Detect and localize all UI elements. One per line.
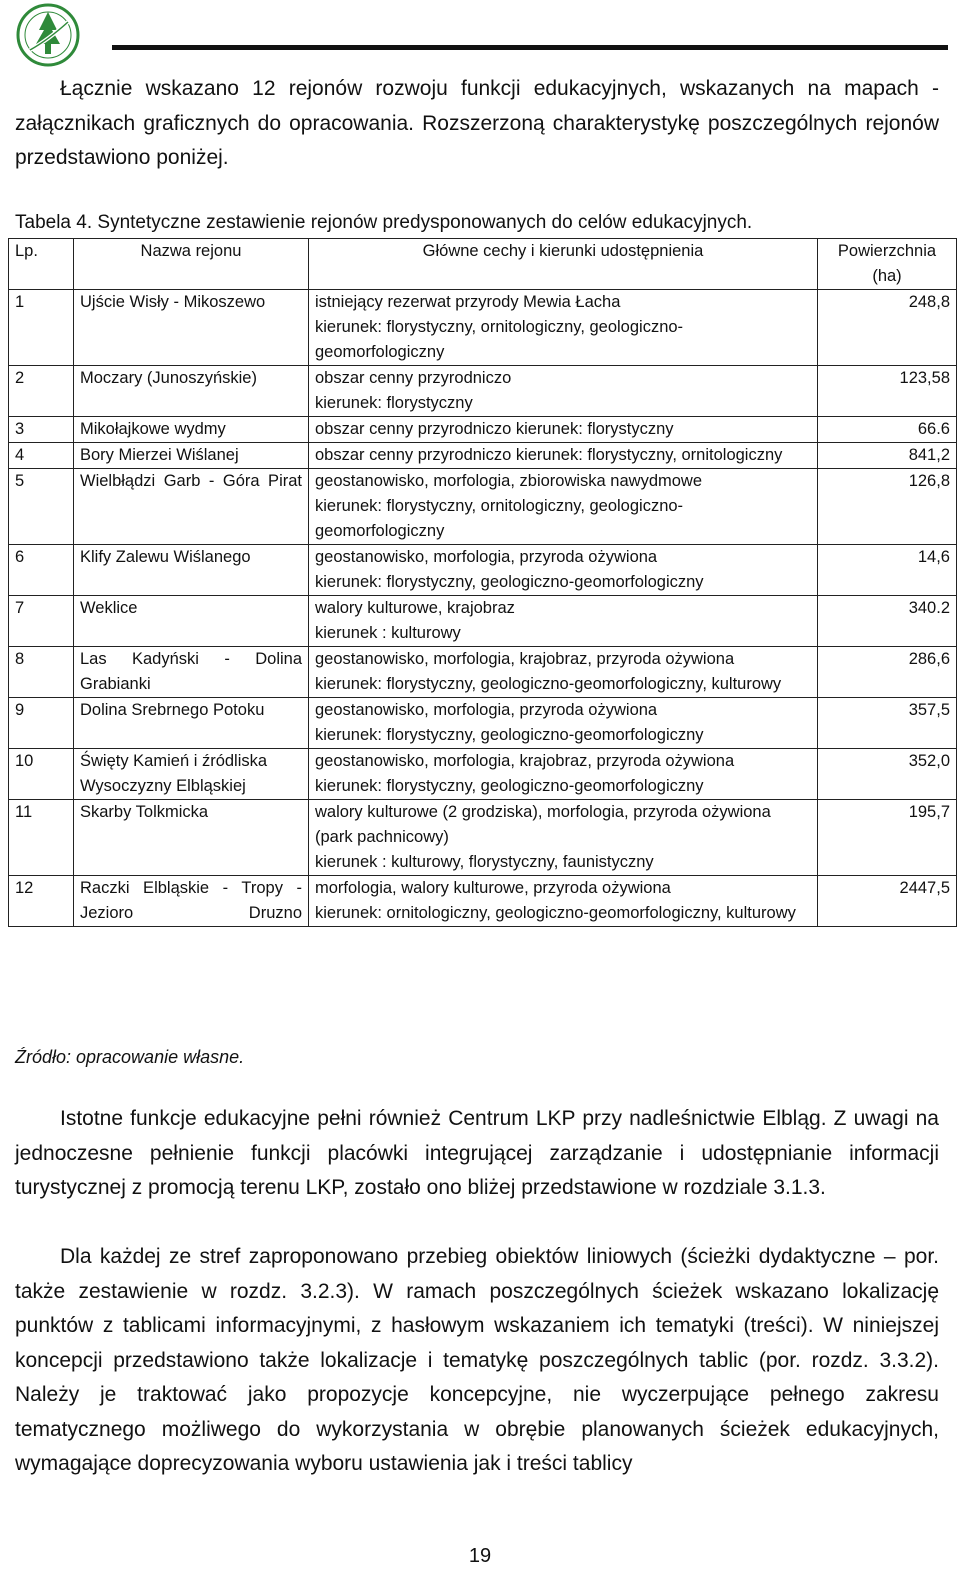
cell-area: 195,7 [818, 800, 957, 876]
cell-area: 841,2 [818, 443, 957, 469]
page-number: 19 [468, 1545, 492, 1567]
cell-features [309, 366, 818, 417]
cell-lp: 5 [9, 469, 74, 545]
cell-area: 248,8 [818, 290, 957, 366]
cell-lp: 4 [9, 443, 74, 469]
cell-area: 2447,5 [818, 876, 957, 927]
cell-features [309, 800, 818, 876]
cell-area: 126,8 [818, 469, 957, 545]
feature-line: obszar cenny przyrodniczo kierunek: florystyczny, ornitologiczny [315, 446, 783, 464]
cell-region-name: Wielbłądzi Garb - Góra Pirat [74, 469, 309, 545]
table-row [9, 749, 957, 800]
feature-line: kierunek: florystyczny, ornitologiczny, geologiczno-geomorfologiczny [315, 497, 684, 540]
cell-features [309, 596, 818, 647]
table-row [9, 647, 957, 698]
feature-line: geostanowisko, morfologia, krajobraz, przyroda ożywiona [315, 650, 735, 668]
table-row [9, 596, 957, 647]
feature-line: kierunek : kulturowy, florystyczny, faunistyczny [315, 853, 654, 871]
intro-paragraph: Łącznie wskazano 12 rejonów rozwoju funkcji edukacyjnych, wskazanych na mapach - załącznikach graficznych do opracowania. Rozszerzoną charakterystykę poszczególnych rejonów przedstawiono poniżej. [15, 77, 939, 169]
source-note: Źródło: opracowanie własne. [15, 1047, 245, 1067]
table-row [9, 417, 957, 443]
regions-table [8, 238, 957, 927]
cell-features [309, 647, 818, 698]
cell-features [309, 290, 818, 366]
feature-line: kierunek: florystyczny, geologiczno-geomorfologiczny, kulturowy [315, 675, 782, 693]
table-header-row [9, 239, 957, 290]
cell-lp: 6 [9, 545, 74, 596]
cell-lp: 8 [9, 647, 74, 698]
cell-lp: 1 [9, 290, 74, 366]
feature-line: kierunek: florystyczny, geologiczno-geomorfologiczny [315, 726, 704, 744]
feature-line: kierunek: florystyczny, ornitologiczny, geologiczno-geomorfologiczny [315, 318, 684, 361]
header-area: Powierzchnia (ha) [818, 239, 957, 290]
paragraph-3: Dla każdej ze stref zaproponowano przebieg obiektów liniowych (ścieżki dydaktyczne – por. także zestawienie w rozdz. 3.2.3). W ramach poszczególnych ścieżek wskazano lokalizację punktów z tablicami informacyjnymi, z hasłowym wskazaniem ich tematyki (treści). W niniejszej koncepcji przedstawiono także lokalizacje i tematykę poszczególnych tablic (por. rozdz. 3.3.2). Należy je traktować jako propozycje koncepcyjne, nie wyczerpujące pełnego zakresu tematycznego możliwego do wykorzystania w obrębie planowanych ścieżek edukacyjnych, wymagające doprecyzowania wyboru ustawienia jak i treści tablicy [15, 1245, 939, 1475]
table-row [9, 443, 957, 469]
feature-line: kierunek: florystyczny, geologiczno-geomorfologiczny [315, 777, 704, 795]
cell-features [309, 749, 818, 800]
feature-line: kierunek : kulturowy [315, 624, 461, 642]
table-row [9, 290, 957, 366]
page-header [0, 0, 960, 70]
header-lp: Lp. [9, 239, 74, 290]
cell-lp: 7 [9, 596, 74, 647]
table-row [9, 366, 957, 417]
header-name: Nazwa rejonu [74, 239, 309, 290]
cell-features [309, 545, 818, 596]
feature-line: obszar cenny przyrodniczo kierunek: florystyczny [315, 420, 674, 438]
feature-line: kierunek: florystyczny, geologiczno-geomorfologiczny [315, 573, 704, 591]
cell-region-name: Moczary (Junoszyńskie) [74, 366, 309, 417]
cell-region-name: Weklice [74, 596, 309, 647]
table-row [9, 698, 957, 749]
cell-region-name: Klify Zalewu Wiślanego [74, 545, 309, 596]
table-row [9, 545, 957, 596]
cell-region-name: Ujście Wisły - Mikoszewo [74, 290, 309, 366]
cell-lp: 10 [9, 749, 74, 800]
cell-features [309, 443, 818, 469]
cell-area: 286,6 [818, 647, 957, 698]
table-body [9, 290, 957, 927]
cell-region-name: Święty Kamień i źródliska Wysoczyzny Elbląskiej [74, 749, 309, 800]
feature-line: geostanowisko, morfologia, przyroda ożywiona [315, 548, 658, 566]
cell-region-name: Bory Mierzei Wiślanej [74, 443, 309, 469]
feature-line: istniejący rezerwat przyrody Mewia Łacha [315, 293, 621, 311]
feature-line: geostanowisko, morfologia, zbiorowiska nawydmowe [315, 472, 703, 490]
cell-lp: 2 [9, 366, 74, 417]
feature-line: kierunek: florystyczny [315, 394, 473, 412]
feature-line: walory kulturowe, krajobraz [315, 599, 515, 617]
cell-lp: 11 [9, 800, 74, 876]
cell-area: 14,6 [818, 545, 957, 596]
cell-features [309, 698, 818, 749]
table-row [9, 876, 957, 927]
feature-line: kierunek: ornitologiczny, geologiczno-geomorfologiczny, kulturowy [315, 904, 796, 922]
feature-line: geostanowisko, morfologia, krajobraz, przyroda ożywiona [315, 752, 735, 770]
cell-area: 357,5 [818, 698, 957, 749]
feature-line: walory kulturowe (2 grodziska), morfologia, przyroda ożywiona (park pachnicowy) [315, 803, 771, 846]
feature-line: morfologia, walory kulturowe, przyroda ożywiona [315, 879, 671, 897]
forest-logo-icon [12, 2, 84, 68]
cell-features [309, 469, 818, 545]
table-caption: Tabela 4. Syntetyczne zestawienie rejonów predysponowanych do celów edukacyjnych. [15, 212, 753, 233]
cell-region-name: Las Kadyński - Dolina Grabianki [74, 647, 309, 698]
cell-area: 66.6 [818, 417, 957, 443]
cell-lp: 9 [9, 698, 74, 749]
cell-features [309, 417, 818, 443]
cell-region-name: Skarby Tolkmicka [74, 800, 309, 876]
cell-area: 352,0 [818, 749, 957, 800]
header-rule [112, 45, 948, 50]
cell-region-name: Mikołajkowe wydmy [74, 417, 309, 443]
cell-features [309, 876, 818, 927]
feature-line: geostanowisko, morfologia, przyroda ożywiona [315, 701, 658, 719]
cell-lp: 3 [9, 417, 74, 443]
table-row [9, 469, 957, 545]
paragraph-2: Istotne funkcje edukacyjne pełni również Centrum LKP przy nadleśnictwie Elbląg. Z uwagi na jednoczesne pełnienie funkcji placówki integrującej zarządzanie i udostępnianie informacji turystycznej z promocją terenu LKP, zostało ono bliżej przedstawione w rozdziale 3.1.3. [15, 1107, 939, 1199]
table-row [9, 800, 957, 876]
header-features: Główne cechy i kierunki udostępnienia [309, 239, 818, 290]
cell-lp: 12 [9, 876, 74, 927]
cell-region-name: Dolina Srebrnego Potoku [74, 698, 309, 749]
cell-area: 340.2 [818, 596, 957, 647]
feature-line: obszar cenny przyrodniczo [315, 369, 512, 387]
cell-region-name: Raczki Elbląskie - Tropy - Jezioro Druzno [74, 876, 309, 927]
cell-area: 123,58 [818, 366, 957, 417]
